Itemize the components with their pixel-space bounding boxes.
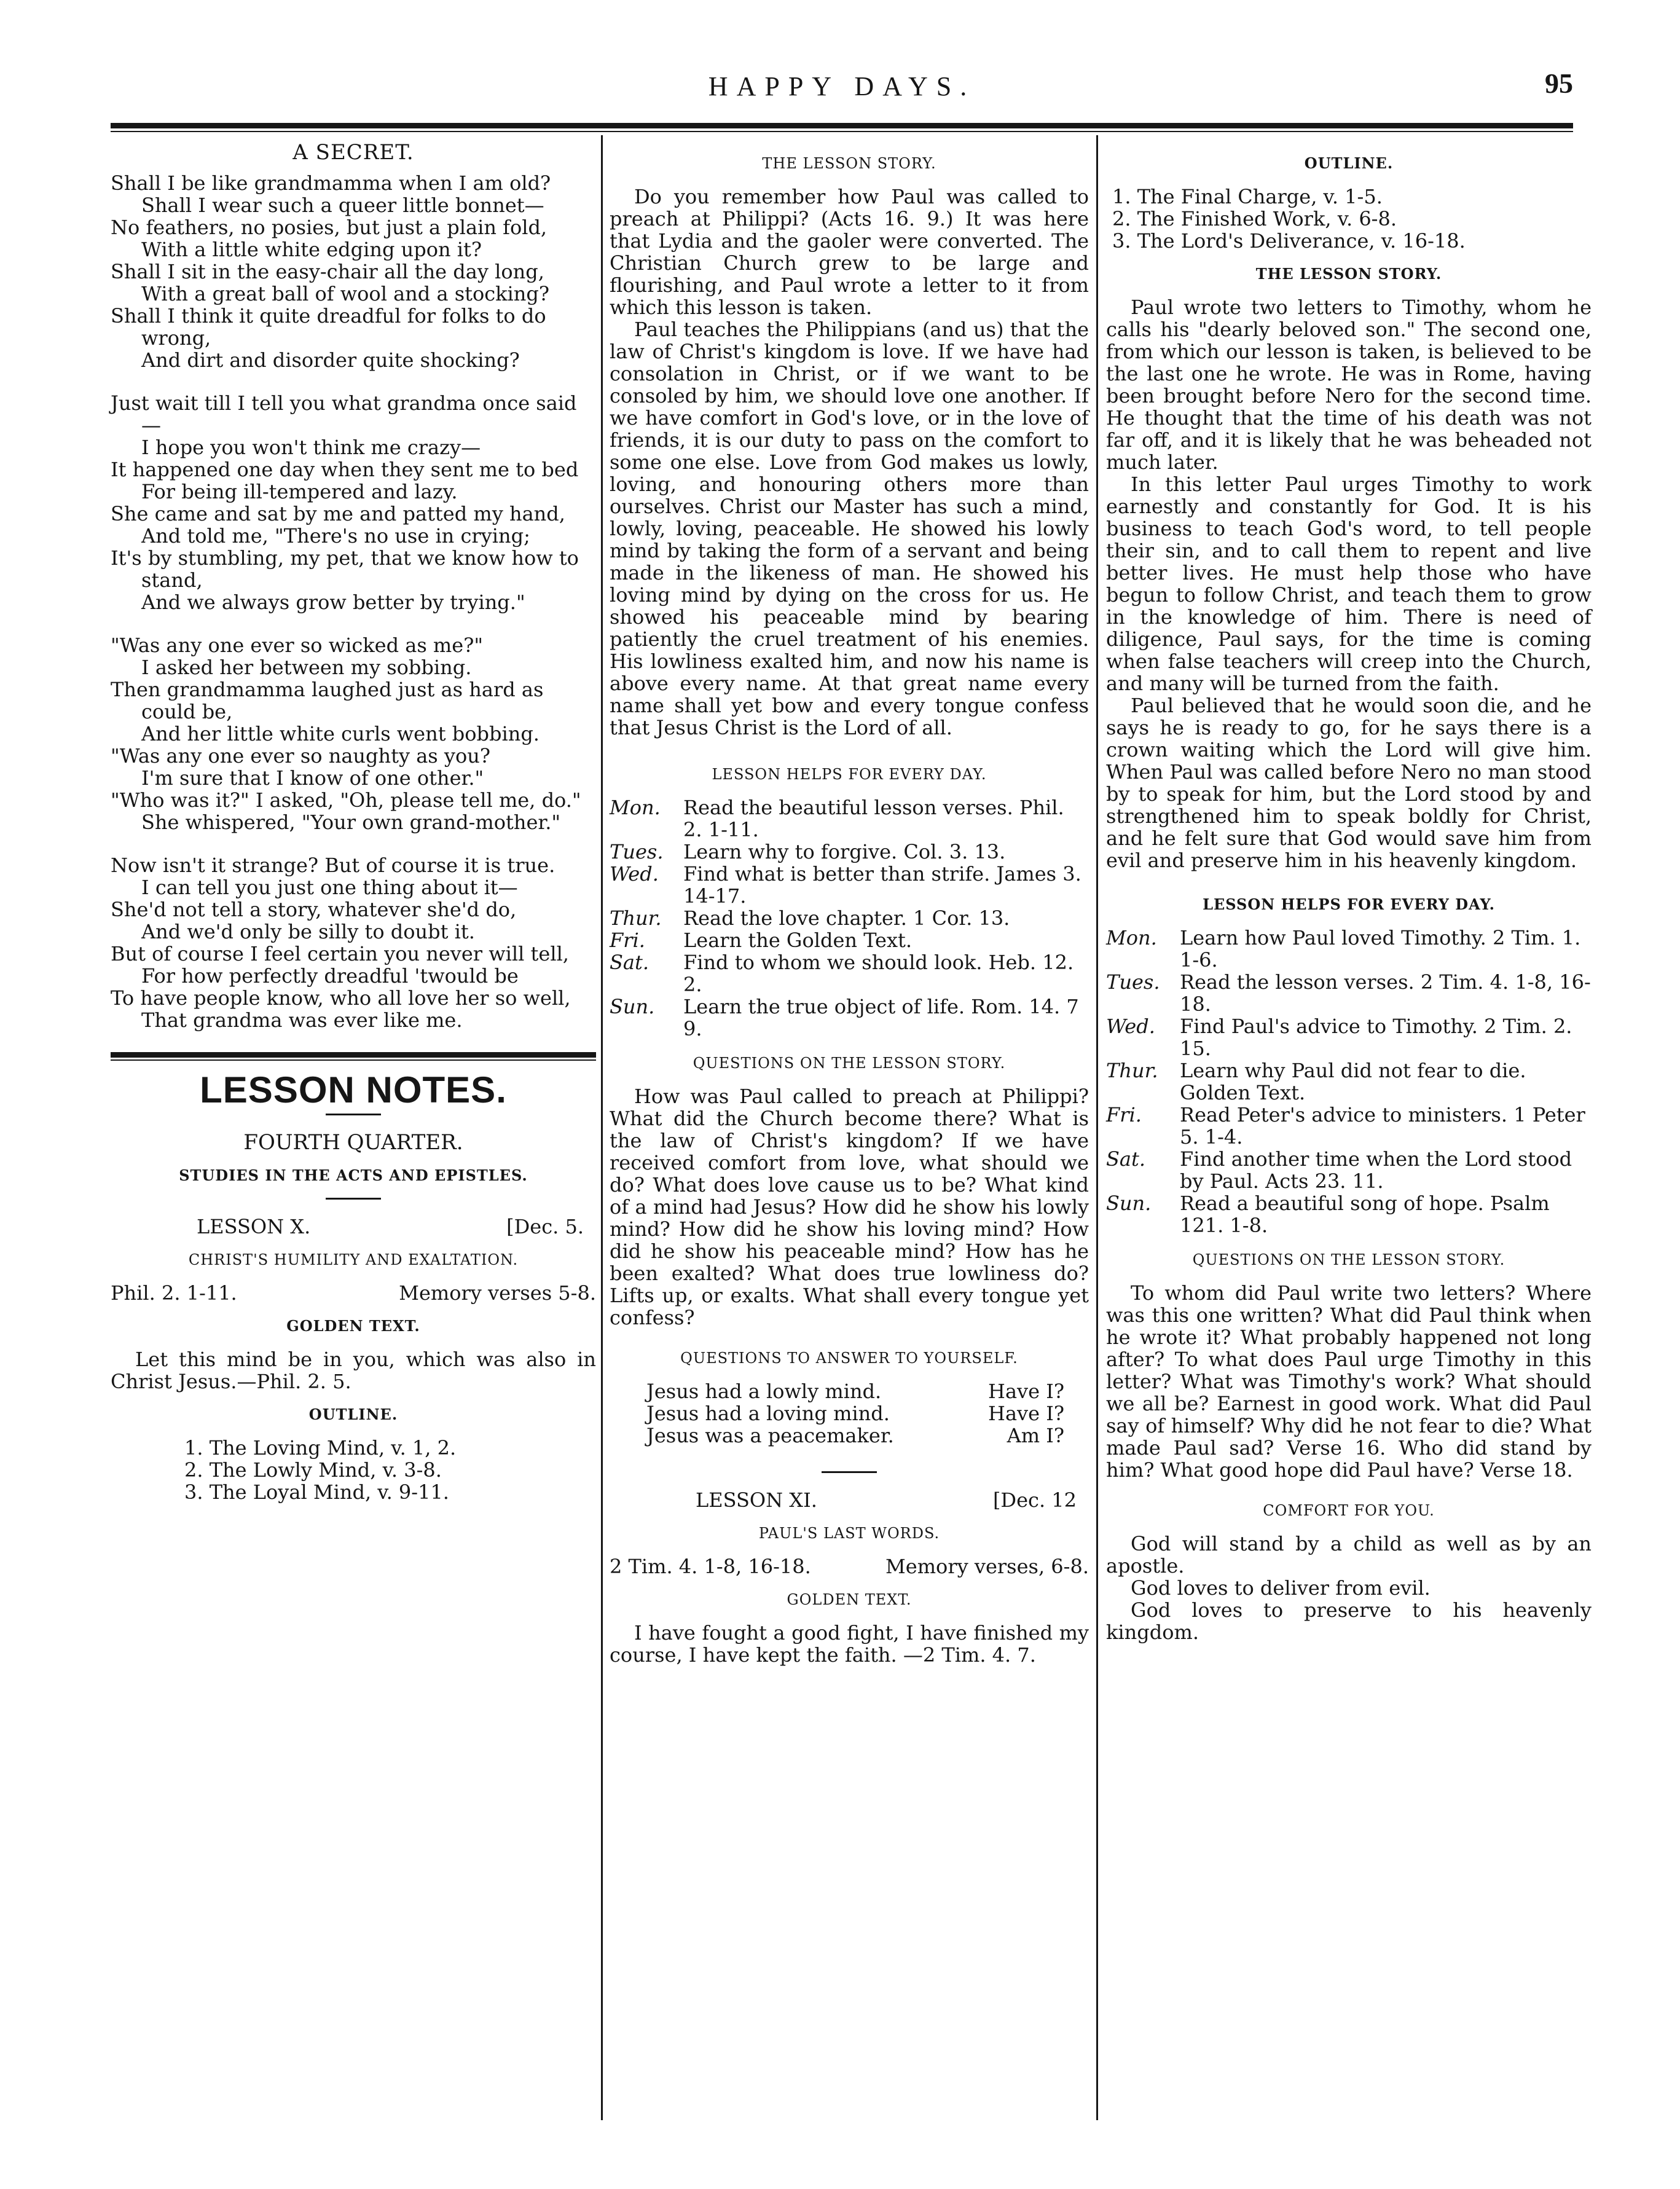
story-paragraph: Paul teaches the Philippians (and us) that the law of Christ's kingdom is love. If we have had consolation in Christ, or if we want to be consoled by him, we should love one another. If we have comfort in God's love, or in the love of friends, it is our duty to pass on the comfort to some one else. Love from God makes us lowly, loving, and honouring others more than ourselves. Christ our Master has such a mind, lowly, loving, peaceable. He showed his lowly mind by taking the form of a servant and being made in the likeness of man. He showed his loving mind by dying on the cross for us. He showed his peaceable mind by bearing patiently the cruel treatment of his enemies. His lowliness exalted him, and now his name is above every name. At that great name every name shall yet bow and every tongue confess that Jesus Christ is the Lord of all. [610,318,1089,739]
comfort-line: God loves to preserve to his heavenly kingdom. [1106,1598,1592,1644]
poem-line: With a great ball of wool and a stocking? [141,282,550,305]
help-day: Mon. [610,796,661,819]
poem-line: Shall I think it quite dreadful for folks to do wrong, [111,304,546,350]
poem-line: Shall I sit in the easy-chair all the day long, [111,260,544,283]
short-rule [822,1471,877,1473]
poem-line: For how perfectly dreadful 'twould be [141,964,519,988]
help-day: Tues. [610,840,664,863]
lesson-heading [610,1489,1089,1511]
golden-text: I have fought a good fight, I have finished my course, I have kept the faith. —2 Tim. 4. 7. [610,1621,1089,1667]
scripture-text: Phil. 2. 1-11. [111,1281,237,1305]
story-heading: THE LESSON STORY. [762,155,936,172]
column-middle [610,141,1089,1666]
header-rule-thin [111,131,1573,132]
lesson-number: LESSON XI. [696,1488,817,1512]
column-left [111,141,596,1508]
questions-heading: QUESTIONS ON THE LESSON STORY. [1192,1251,1505,1268]
questions-text: How was Paul called to preach at Philippi? What did the Church become there? What is the law of Christ's kingdom? If we have received comfort from love, what should we do? What does love cause us to be? What kind of a mind had Jesus? How did he show his lowly mind? How did he show his loving mind? How did he show his peaceable mind? How has he been exalted? What does true lowliness do? Lifts up, or exalts. What shall every tongue yet confess? [610,1085,1089,1329]
poem-line: But of course I feel certain you never will tell, [111,942,569,965]
column-divider [1096,135,1098,2120]
help-day: Thur. [1106,1059,1158,1082]
help-day: Thur. [610,906,662,930]
outline-item: 3. The Loyal Mind, v. 9-11. [184,1480,449,1504]
scripture-text: 2 Tim. 4. 1-8, 16-18. [610,1555,811,1578]
poem-line: It happened one day when they sent me to bed [111,458,579,481]
help-row [610,841,1089,863]
poem-title: A SECRET. [292,140,414,165]
poem-line: For being ill-tempered and lazy. [141,480,458,503]
page-number: 95 [1545,68,1573,99]
comfort-line: God loves to deliver from evil. [1131,1576,1431,1600]
help-row [1106,1148,1592,1192]
poem-line: She came and sat by me and patted my hand, [111,502,565,525]
poem-line: Just wait till I tell you what grandma once said— [111,391,577,437]
poem-line: "Was any one ever so naughty as you? [111,744,490,768]
help-day: Wed. [610,862,659,886]
lesson-heading [111,1216,596,1238]
help-text: Find what is better than strife. James 3. 14-17. [683,862,1081,908]
poem-stanza [111,854,596,1031]
outline-heading: OUTLINE. [1304,154,1394,172]
helps-heading: LESSON HELPS FOR EVERY DAY. [712,766,987,783]
poem-line: She whispered, "Your own grand-mother." [141,811,561,834]
poem-line: Now isn't it strange? But of course it is true. [111,854,555,877]
yourself-row [646,1402,1064,1425]
poem-line: To have people know, who all love her so well, [111,986,571,1010]
outline-item: 1. The Loving Mind, v. 1, 2. [184,1436,457,1460]
golden-text: Let this mind be in you, which was also in Christ Jesus.—Phil. 2. 5. [111,1348,596,1393]
comfort-line: God will stand by a child as well as by an apostle. [1106,1532,1592,1578]
story-paragraph: Do you remember how Paul was called to preach at Philippi? (Acts 16. 9.) It was here that Lydia and the gaoler were converted. The Christian Church grew to be large and flourishing, and Paul wrote a letter to it from which this lesson is taken. [610,185,1089,319]
help-row [610,796,1089,841]
help-text: Find Paul's advice to Timothy. 2 Tim. 2. 15. [1180,1015,1572,1060]
story-heading: THE LESSON STORY. [1255,265,1442,283]
help-text: Find another time when the Lord stood by Paul. Acts 23. 11. [1180,1147,1572,1193]
outline-list [1106,186,1592,252]
help-day: Fri. [610,929,645,952]
scripture-reference [610,1555,1089,1578]
column-right [1106,141,1592,1643]
scripture-reference [111,1282,596,1304]
help-row [1106,971,1592,1015]
poem-line: No feathers, no posies, but just a plain fold, [111,216,548,239]
poem-line: "Was any one ever so wicked as me?" [111,634,484,657]
memory-verses: Memory verses 5-8. [399,1281,596,1305]
lesson-number: LESSON X. [197,1215,311,1238]
yourself-list [610,1380,1089,1447]
help-text: Learn why to forgive. Col. 3. 13. [683,840,1006,863]
yourself-question: Have I? [988,1380,1064,1403]
outline-item: 1. The Final Charge, v. 1-5. [1112,185,1383,208]
quarter-heading: FOURTH QUARTER. [243,1130,463,1155]
help-text: Read the beautiful lesson verses. Phil. 2. 1-11. [683,796,1064,841]
outline-item: 2. The Finished Work, v. 6-8. [1112,207,1397,230]
comfort-heading: COMFORT FOR YOU. [1263,1502,1435,1519]
poem-line: I hope you won't think me crazy— [141,436,481,459]
column-divider [601,135,603,2120]
help-row [610,996,1089,1040]
help-day: Sun. [610,995,655,1018]
running-title: HAPPY DAYS. [708,71,976,101]
help-day: Sun. [1106,1192,1152,1215]
lesson-title: PAUL'S LAST WORDS. [758,1525,940,1542]
help-text: Learn the true object of life. Rom. 14. 7 9. [683,995,1079,1040]
questions-heading: QUESTIONS ON THE LESSON STORY. [693,1055,1006,1072]
help-row [1106,1104,1592,1148]
golden-text-heading: GOLDEN TEXT. [787,1591,912,1608]
help-text: Read the lesson verses. 2 Tim. 4. 1-8, 16-18. [1180,970,1591,1016]
poem-line: Shall I be like grandmamma when I am old? [111,171,551,195]
helps-heading: LESSON HELPS FOR EVERY DAY. [1203,895,1495,913]
yourself-row [646,1425,1064,1447]
poem-line: And her little white curls went bobbing. [141,722,540,745]
help-row [1106,1015,1592,1059]
header-rule [111,123,1573,128]
lesson-date: [Dec. 12 [992,1488,1077,1512]
help-text: Read the love chapter. 1 Cor. 13. [683,906,1010,930]
poem-stanza [111,634,596,833]
poem-line: I asked her between my sobbing. [141,656,472,679]
help-day: Tues. [1106,970,1160,994]
page-header [111,58,1573,114]
help-day: Sat. [1106,1147,1146,1171]
poem-line: And we'd only be silly to doubt it. [141,920,475,943]
daily-helps [610,796,1089,1040]
help-day: Sat. [610,951,650,974]
outline-list [111,1437,596,1503]
help-text: Learn how Paul loved Timothy. 2 Tim. 1. 1-6. [1180,926,1581,972]
poem-line: I'm sure that I know of one other." [141,766,484,790]
poem-line: And we always grow better by trying." [141,591,525,614]
poem-stanza [111,392,596,613]
short-rule [326,1114,381,1115]
story-paragraph: In this letter Paul urges Timothy to work earnestly and constantly for God. It is his business to teach God's word, to tell people their sin, and to call them to repent and live better lives. He must help those who have begun to follow Christ, and teach them to grow in the knowledge of him. There is need of diligence, Paul says, for the time is coming when false teachers will creep into the Church, and many will be turned from the faith. [1106,473,1592,695]
lesson-title: CHRIST'S HUMILITY AND EXALTATION. [188,1251,519,1268]
story-paragraph: Paul believed that he would soon die, and he says he is ready to go, for he says there is a crown waiting which the Lord will give him. When Paul was called before Nero no man stood by to speak for him, but the Lord stood by and strengthened him to speak boldly for Christ, and he felt sure that God would save him from evil and preserve him in his heavenly kingdom. [1106,694,1592,872]
help-text: Learn why Paul did not fear to die. Golden Text. [1180,1059,1526,1104]
memory-verses: Memory verses, 6-8. [885,1555,1089,1578]
yourself-heading: QUESTIONS TO ANSWER TO YOURSELF. [680,1350,1018,1367]
section-rule [111,1052,596,1061]
poem-line: That grandma was ever like me. [141,1008,463,1032]
studies-heading: STUDIES IN THE ACTS AND EPISTLES. [179,1166,528,1184]
poem-line: I can tell you just one thing about it— [141,876,518,899]
yourself-statement: Jesus was a peacemaker. [646,1424,894,1447]
poem-line: "Who was it?" I asked, "Oh, please tell me, do." [111,788,581,812]
story-paragraph: Paul wrote two letters to Timothy, whom he calls his "dearly beloved son." The second one, from which our lesson is taken, is believed to be the last one he wrote. He was in Rome, having been brought before Nero for the second time. He thought that the time of his death was not far off, and it is likely that he was beheaded not much later. [1106,296,1592,474]
yourself-question: Have I? [988,1402,1064,1425]
poem-line: With a little white edging upon it? [141,238,482,261]
help-row [610,907,1089,929]
poem-line: Shall I wear such a queer little bonnet— [141,194,544,217]
help-day: Wed. [1106,1015,1155,1038]
yourself-statement: Jesus had a loving mind. [646,1402,890,1425]
lesson-date: [Dec. 5. [506,1215,584,1238]
yourself-question: Am I? [1007,1424,1064,1447]
poem-line: It's by stumbling, my pet, that we know how to stand, [111,546,579,592]
poem-line: And dirt and disorder quite shocking? [141,348,520,372]
help-row [1106,1059,1592,1104]
short-rule [326,1198,381,1200]
help-day: Fri. [1106,1103,1142,1126]
help-row [610,929,1089,951]
help-day: Mon. [1106,926,1157,949]
yourself-statement: Jesus had a lowly mind. [646,1380,882,1403]
help-row [610,951,1089,996]
outline-item: 2. The Lowly Mind, v. 3-8. [184,1458,442,1482]
help-row [1106,1192,1592,1236]
lesson-notes-title: LESSON NOTES. [200,1069,507,1110]
poem-line: She'd not tell a story, whatever she'd do, [111,898,517,921]
help-text: Read a beautiful song of hope. Psalm 121. 1-8. [1180,1192,1550,1237]
help-text: Find to whom we should look. Heb. 12. 2. [683,951,1074,996]
yourself-row [646,1380,1064,1402]
questions-text: To whom did Paul write two letters? Where was this one written? What did Paul think when he wrote it? What probably happened not long after? To what does Paul urge Timothy in this letter? What was Timothy's work? What should we all be? Earnest in good work. What did Paul say of himself? Why did he not fear to die? What made Paul sad? Verse 16. Who did stand by him? What good hope did Paul have? Verse 18. [1106,1281,1592,1482]
golden-text-heading: GOLDEN TEXT. [286,1317,420,1335]
help-row [1106,927,1592,971]
outline-item: 3. The Lord's Deliverance, v. 16-18. [1112,229,1466,253]
help-text: Read Peter's advice to ministers. 1 Peter 5. 1-4. [1180,1103,1585,1149]
help-text: Learn the Golden Text. [683,929,913,952]
help-row [610,863,1089,907]
poem-line: Then grandmamma laughed just as hard as could be, [111,678,544,723]
outline-heading: OUTLINE. [308,1405,398,1423]
poem-line: And told me, "There's no use in crying; [141,524,530,548]
poem-stanza [111,172,596,371]
daily-helps [1106,927,1592,1236]
